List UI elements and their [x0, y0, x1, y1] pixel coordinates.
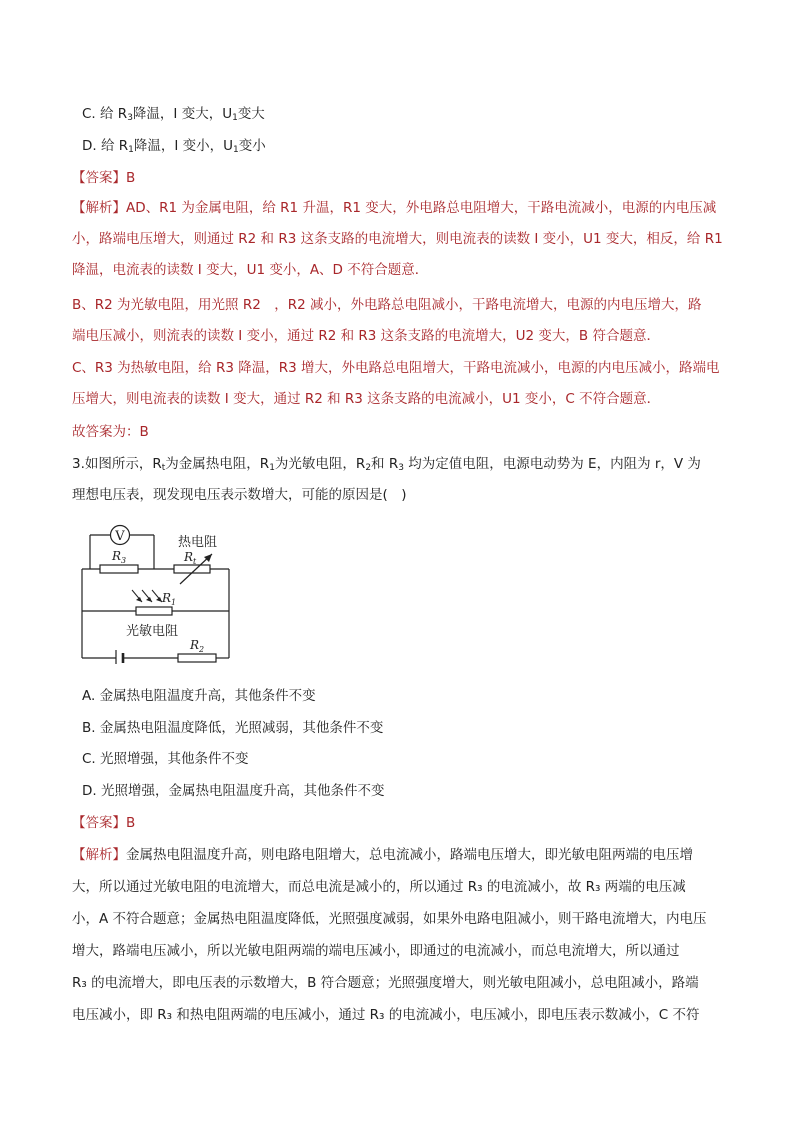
analysis-1-line-6: 压增大，则电流表的读数 I 变大，通过 R2 和 R3 这条支路的电流减小，U1 变小，C 不符合题意． — [72, 391, 661, 407]
analysis-1-line-4: 端电压减小，则流表的读数 I 变小，通过 R2 和 R3 这条支路的电流增大，U2 变大，B 符合题意． — [72, 328, 660, 344]
analysis-2-line-2: 小，A 不符合题意；金属热电阻温度降低，光照强度减弱，如果外电路电阻减小，则干路电流增大，内电压 — [72, 911, 707, 927]
analysis-2-line-3: 增大，路端电压减小，所以光敏电阻两端的端电压减小，即通过的电流减小，而总电流增大，所以通过 — [72, 943, 680, 959]
analysis-2-line-5: 电压减小，即 R₃ 和热电阻两端的电压减小，通过 R₃ 的电流减小，电压减小，即电压表示数减小，C 不符 — [72, 1007, 700, 1023]
option-a: A. 金属热电阻温度升高，其他条件不变 — [82, 688, 316, 704]
option-c-top: C. 给 $R_3$降温，I 变大，$U_1$变大 — [82, 106, 265, 123]
r1-label: $R_1$ — [162, 591, 177, 607]
question-3-line-1: 3.如图所示，$R_t$为金属热电阻，$R_1$为光敏电阻，$R_2$和 $R_3$ 均为定值电阻，电源电动势为 E，内阻为 r，V 为 — [72, 456, 701, 473]
option-d: D. 光照增强，金属热电阻温度升高，其他条件不变 — [82, 783, 385, 799]
resistor-r3 — [100, 565, 138, 573]
option-b: B. 金属热电阻温度降低，光照减弱，其他条件不变 — [82, 720, 384, 736]
analysis-2-line-0: 【解析】金属热电阻温度升高，则电路电阻增大，总电流减小，路端电压增大，即光敏电阻两端的电压增 — [72, 847, 693, 863]
answer-value: B — [126, 170, 136, 186]
r2-label: $R_2$ — [190, 638, 205, 654]
analysis-1-line-3: B、R2 为光敏电阻，用光照 R2 ，R2 减小，外电路总电阻减小，干路电流增大，电源的内电压增大，路 — [72, 297, 702, 313]
r1-caption: 光敏电阻 — [126, 624, 179, 639]
analysis-1-line-2: 降温，电流表的读数 I 变大，U1 变小，A、D 不符合题意． — [72, 262, 429, 278]
answer-value: B — [126, 815, 136, 831]
analysis-1-conclusion: 故答案为：B — [72, 424, 149, 440]
battery-icon — [116, 650, 123, 664]
answer-tag: 【答案】 — [72, 815, 126, 831]
analysis-1-line-0: 【解析】AD、R1 为金属电阻，给 R1 升温，R1 变大，外电路总电阻增大，干路电流减小，电源的内电压减 — [72, 200, 717, 216]
analysis-1-line-5: C、R3 为热敏电阻，给 R3 降温，R3 增大，外电路总电阻增大，干路电流减小，电源的内电压减小，路端电 — [72, 360, 720, 376]
answer-2 — [72, 814, 732, 832]
question-3-line-2: 理想电压表，现发现电压表示数增大，可能的原因是( ) — [72, 487, 407, 503]
resistor-rt — [174, 565, 210, 573]
option-c: C. 光照增强，其他条件不变 — [82, 751, 249, 767]
resistor-r2 — [178, 654, 216, 662]
voltmeter-label: V — [115, 529, 125, 544]
r3-label: $R_3$ — [112, 549, 127, 565]
analysis-1-line-1: 小，路端电压增大，则通过 R2 和 R3 这条支路的电流增大，则电流表的读数 I 变小，U1 变大，相反，给 R1 — [72, 231, 723, 247]
circuit-diagram — [76, 516, 246, 664]
resistor-r1 — [136, 607, 172, 615]
analysis-2-line-1: 大，所以通过光敏电阻的电流增大，而总电流是减小的，所以通过 R₃ 的电流减小，故 R₃ 两端的电压减 — [72, 879, 686, 895]
analysis-2-line-4: R₃ 的电流增大，即电压表的示数增大，B 符合题意；光照强度增大，则光敏电阻减小，总电阻减小，路端 — [72, 975, 699, 991]
rt-label: $R_t$ — [184, 550, 197, 566]
answer-tag: 【答案】 — [72, 170, 126, 186]
answer-1 — [72, 169, 732, 187]
rt-caption: 热电阻 — [178, 535, 218, 550]
option-d-top: D. 给 $R_1$降温，I 变小，$U_1$变小 — [82, 138, 266, 155]
